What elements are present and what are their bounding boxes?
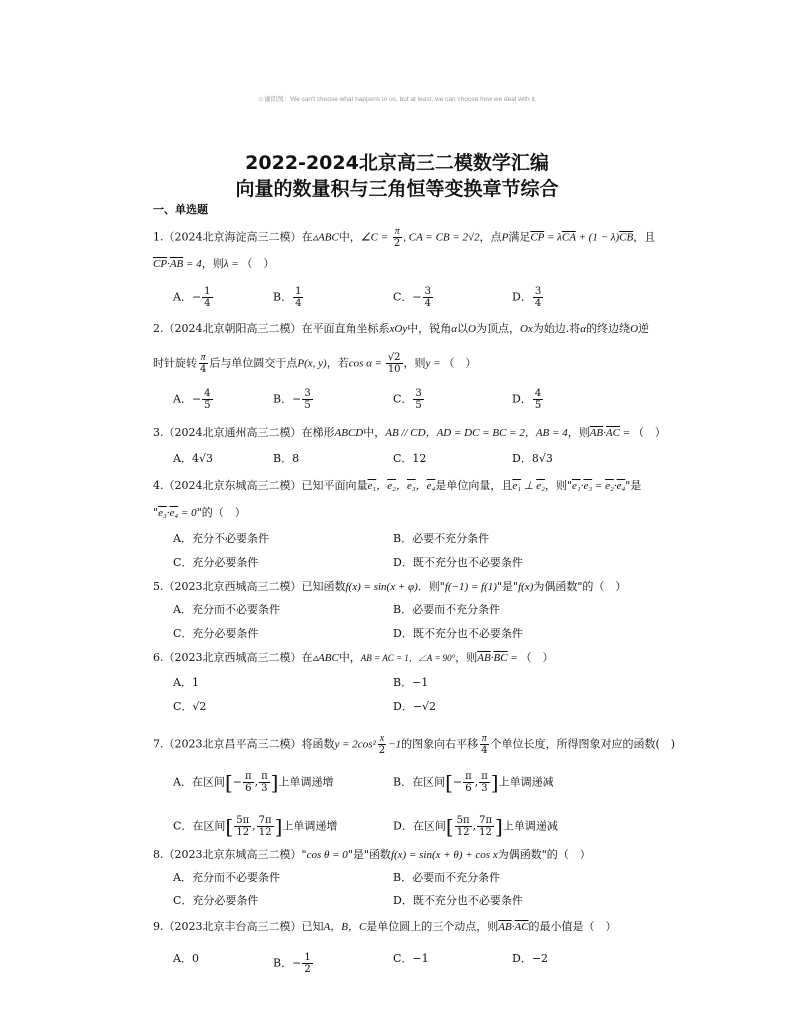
q9-opt-b-label: B．	[273, 956, 293, 970]
q4-l2-a: "	[153, 506, 159, 519]
q9-t-b: 是单位圆上的三个动点，则	[366, 920, 499, 933]
question-2-line2: 时针旋转 $\frac{\pi}{4}$ 后与单位圆交于点P(x, y)，若cos α = $\frac{√2}{10}$ ，则y = （ ）	[153, 352, 477, 375]
q4-prefix: 4.（2024北京东城高三二模）已知平面向量	[153, 479, 368, 492]
watermark: ☺谦朗图：We can't choose what happens to us, but at least, we can choose how we deal with it.	[257, 96, 537, 103]
q1-line2-tail: ，则	[201, 257, 224, 270]
q2-t-e: 为始边.将	[532, 322, 581, 335]
q7-opt-d-label: D．在区间	[393, 819, 446, 833]
q2-l2-d: ，则	[403, 356, 426, 370]
q3-opt-a-value: 4√3	[191, 452, 213, 465]
q9-option-b[interactable]: B．− $\frac{1}{2}$	[273, 952, 311, 975]
q4-option-b[interactable]: B．必要不充分条件	[393, 532, 490, 545]
q9-option-d[interactable]	[512, 952, 548, 966]
q8-prefix: 8.（2023北京东城高三二模）"	[153, 848, 307, 861]
q4-option-c[interactable]: C．充分必要条件	[173, 556, 259, 569]
q5-option-c[interactable]: C．充分必要条件	[173, 627, 259, 640]
q4-l2-b: "的（ ）	[196, 506, 246, 519]
q1-option-d[interactable]: D． $\frac{3}{4}$	[512, 286, 542, 309]
q3-t-b: 中，	[363, 426, 386, 439]
q7-opt-b-tail: 上单调递减	[498, 775, 554, 789]
q7-option-b[interactable]: B．在区间[− $\frac{\pi}{6}$ , $\frac{\pi}{3}$ ]上单调递减	[393, 770, 554, 795]
q9-option-c[interactable]	[393, 952, 429, 966]
question-5: 5.（2023北京西城高三二模）已知函数f(x) = sin(x + φ)．则"f(−1) = f(1)"是"f(x)为偶函数"的（ ）	[153, 580, 627, 593]
q8-option-b[interactable]: B．必要而不充分条件	[393, 871, 501, 884]
q2-l2-a: 时针旋转	[153, 356, 197, 370]
question-8: 8.（2023北京东城高三二模）"cos θ = 0"是"函数f(x) = sin(x + θ) + cos x为偶函数"的（ ）	[153, 848, 591, 861]
q7-opt-a-label: A．在区间	[173, 775, 225, 789]
q2-t-d: 为顶点，	[475, 322, 520, 335]
q2-opt-a-label: A．	[173, 392, 192, 406]
q2-t-f: 的终边绕	[586, 322, 631, 335]
q9-opt-c-value: −1	[412, 952, 429, 965]
q6-prefix: 6.（2023北京西城高三二模）在	[153, 651, 313, 664]
q6-blank: （ ）	[520, 651, 554, 664]
q3-t-c: ，则	[567, 426, 590, 439]
q7-option-c[interactable]: C．在区间[ $\frac{5\pi}{12}$ , $\frac{7\pi}{12}$ ]上单调递增	[173, 814, 338, 839]
q7-opt-a-tail: 上单调递增	[278, 775, 334, 789]
q3-option-b[interactable]	[273, 452, 299, 466]
q1-option-a[interactable]: A．− $\frac{1}{4}$	[173, 286, 211, 309]
q1-opt-a-label: A．	[173, 290, 192, 304]
q1-opt-c-label: C．	[393, 290, 413, 304]
q6-t-b: 中，	[338, 651, 361, 664]
q8-t-c: 为偶函数"的（ ）	[497, 848, 591, 861]
q3-opt-c-label: C．	[393, 452, 413, 465]
q1-opt-b-label: B．	[273, 290, 293, 304]
question-1: 1.（2024北京海淀高三二模）在▵ABC中，∠C = $\frac{\pi}{2}$ , CA = CB = 2√2，点P满足$\overline{CP} = \lambda\overline{CA} + (1 - \lambda)\overline{CB}$，且	[153, 226, 656, 249]
q2-opt-b-label: B．	[273, 392, 293, 406]
q3-opt-b-value: 8	[292, 452, 300, 465]
q6-opt-d-value: −√2	[412, 700, 437, 713]
q3-opt-c-value: 12	[412, 452, 427, 465]
q9-option-a[interactable]: A．0	[173, 952, 199, 965]
q9-opt-d-label: D．	[512, 952, 532, 965]
q3-blank: （ ）	[632, 426, 666, 439]
q3-opt-d-value: 8√3	[531, 452, 553, 465]
q2-option-a[interactable]: A．− $\frac{4}{5}$	[173, 388, 211, 411]
q6-option-d[interactable]	[393, 700, 436, 714]
q8-option-a[interactable]: A．充分而不必要条件	[173, 871, 280, 884]
q5-option-d[interactable]: D．既不充分也不必要条件	[393, 627, 523, 640]
q3-opt-b-label: B．	[273, 452, 293, 465]
q7-t-c: 个单位长度，所得图象对应的函数( )	[490, 737, 676, 751]
q4-t-b: 是单位向量，且	[435, 479, 513, 492]
question-1-line2: $\overline{CP}\cdot\overline{AB} = 4$，则λ = （ ）	[153, 257, 275, 270]
q1-text-c: 满足	[508, 230, 531, 244]
q7-prefix: 7.（2023北京昌平高三二模）将函数	[153, 737, 335, 751]
q7-opt-c-label: C．在区间	[173, 819, 226, 833]
question-9: 9.（2023北京丰台高三二模）已知A，B，C是单位圆上的三个动点，则$\overline{AB}\cdot\overline{AC}$的最小值是（ ）	[153, 920, 617, 933]
q4-option-d[interactable]: D．既不充分也不必要条件	[393, 556, 523, 569]
q4-option-a[interactable]: A．充分不必要条件	[173, 532, 269, 545]
q2-option-b[interactable]: B．− $\frac{3}{5}$	[273, 388, 311, 411]
q3-prefix: 3.（2024北京通州高三二模）在梯形	[153, 426, 335, 439]
question-4: 4.（2024北京东城高三二模）已知平面向量e₁，e₂，e₃，e₄是单位向量，且e₁ ⊥ e₂，则"e₁·e₃ = e₂·e₄"是	[153, 479, 642, 492]
q7-opt-b-label: B．在区间	[393, 775, 446, 789]
q2-t-b: 中，锐角	[407, 322, 452, 335]
q2-blank: （ ）	[443, 356, 477, 370]
q2-t-c: 以	[457, 322, 468, 335]
q3-option-a[interactable]	[173, 452, 213, 466]
q3-opt-d-label: D．	[512, 452, 532, 465]
q6-opt-c-label: C．	[173, 700, 193, 713]
q8-option-c[interactable]: C．充分必要条件	[173, 894, 259, 907]
q2-t-g: 逆	[638, 322, 650, 335]
section-heading: 一、单选题	[153, 203, 208, 216]
q2-opt-d-label: D．	[512, 392, 532, 406]
q1-option-b[interactable]: B． $\frac{1}{4}$	[273, 286, 302, 309]
question-4-line2: "e₃·e₄ = 0"的（ ）	[153, 506, 246, 519]
page-subtitle: 向量的数量积与三角恒等变换章节综合	[235, 178, 559, 200]
q1-text: 中，	[338, 230, 361, 244]
q1-blank: （ ）	[241, 257, 275, 270]
q5-t-c: "是"	[496, 580, 519, 593]
q1-text-b: ，点	[479, 230, 502, 244]
q2-option-d[interactable]: D． $\frac{4}{5}$	[512, 388, 542, 411]
q1-opt-d-label: D．	[512, 290, 532, 304]
q5-option-b[interactable]: B．必要而不充分条件	[393, 603, 501, 616]
q2-option-c[interactable]: C． $\frac{3}{5}$	[393, 388, 422, 411]
q6-option-b[interactable]: B．−1	[393, 676, 429, 689]
page-title: 2022-2024北京高三二模数学汇编	[245, 152, 549, 174]
q2-l2-c: ，若	[326, 356, 349, 370]
q9-t-c: 的最小值是（ ）	[528, 920, 617, 933]
q5-t-b: ．则"	[417, 580, 445, 593]
q5-option-a[interactable]: A．充分而不必要条件	[173, 603, 280, 616]
q3-opt-a-label: A．	[173, 452, 192, 465]
q6-opt-c-value: √2	[192, 700, 207, 713]
q1-option-c[interactable]: C．− $\frac{3}{4}$	[393, 286, 432, 309]
q9-opt-d-value: −2	[531, 952, 549, 965]
q2-opt-c-label: C．	[393, 392, 413, 406]
q3-option-d[interactable]	[512, 452, 553, 466]
q3-option-c[interactable]	[393, 452, 426, 466]
q9-prefix: 9.（2023北京丰台高三二模）已知	[153, 920, 324, 933]
q5-t-d: 为偶函数"的（ ）	[533, 580, 627, 593]
q7-opt-c-tail: 上单调递增	[282, 819, 338, 833]
q7-t-b: 的图象向右平移	[401, 737, 479, 751]
question-6: 6.（2023北京西城高三二模）在▵ABC中，AB = AC = 1，∠A = 90°，则$\overline{AB}\cdot\overline{BC}$ = （ ）	[153, 651, 554, 664]
q2-prefix: 2.（2024北京朝阳高三二模）在平面直角坐标系	[153, 322, 390, 335]
q6-option-c[interactable]	[173, 700, 206, 714]
q1-text-d: ，且	[633, 230, 656, 244]
q6-option-a[interactable]: A．1	[173, 676, 199, 689]
q4-t-c: ，则"	[544, 479, 572, 492]
q1-prefix: 1.（2024北京海淀高三二模）在	[153, 230, 313, 244]
q8-option-d[interactable]: D．既不充分也不必要条件	[393, 894, 523, 907]
q5-prefix: 5.（2023北京西城高三二模）已知函数	[153, 580, 346, 593]
q8-t-b: "是"函数	[347, 848, 391, 861]
q7-opt-d-tail: 上单调递减	[502, 819, 558, 833]
q7-option-a[interactable]: A．在区间[− $\frac{\pi}{6}$ , $\frac{\pi}{3}$ ]上单调递增	[173, 770, 334, 795]
q1-math-tri: ▵ABC	[312, 231, 339, 244]
question-2: 2.（2024北京朝阳高三二模）在平面直角坐标系xOy中，锐角α以O为顶点，Ox为始边.将α的终边绕O逆	[153, 322, 650, 335]
q1-frac: $\frac{\pi}{2}$	[393, 226, 401, 249]
q7-option-d[interactable]: D．在区间[ $\frac{5\pi}{12}$ , $\frac{7\pi}{12}$ ]上单调递减	[393, 814, 558, 839]
question-3: 3.（2024北京通州高三二模）在梯形ABCD中，AB // CD，AD = DC = BC = 2，AB = 4，则$\overline{AB}\cdot\overline{AC}$ = （ ）	[153, 426, 666, 439]
q4-t-d: "是	[625, 479, 642, 492]
q1-math-cond: ∠C =	[360, 231, 391, 244]
question-7: 7.（2023北京昌平高三二模）将函数y = 2cos² $\frac{x}{2}$ −1的图象向右平移 $\frac{\pi}{4}$ 个单位长度，所得图象对应的函数( )	[153, 733, 676, 756]
q6-opt-d-label: D．	[393, 700, 413, 713]
q6-t-c: ，则	[455, 651, 478, 664]
q9-opt-c-label: C．	[393, 952, 413, 965]
q2-l2-b: 后与单位圆交于点	[209, 356, 298, 370]
